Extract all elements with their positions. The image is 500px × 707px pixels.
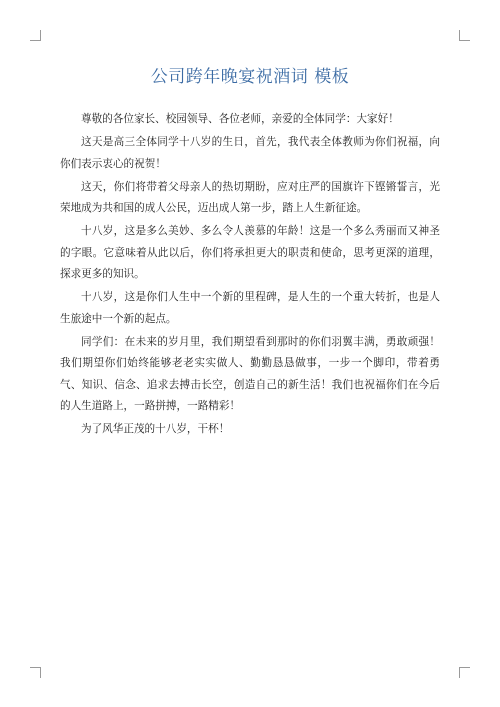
crop-mark-top-right	[459, 30, 470, 41]
paragraph-greeting: 尊敬的各位家长、校园领导、各位老师，亲爱的全体同学：大家好！	[81, 113, 399, 125]
crop-mark-bottom-left	[30, 667, 41, 678]
paragraph-toast: 为了风华正茂的十八岁，干杯！	[81, 423, 230, 435]
crop-mark-top-left	[30, 30, 41, 41]
document-body	[60, 109, 440, 442]
crop-mark-bottom-right	[459, 667, 470, 678]
document-title: 公司跨年晚宴祝酒词 模板	[150, 67, 350, 87]
paragraph-birthday: 这天是高三全体同学十八岁的生日，首先，我代表全体教师为你们祝福，向你们表示衷心的祝贺！	[60, 136, 440, 170]
paragraph-eighteen: 十八岁，这是多么美妙、多么令人羡慕的年龄！这是一个多么秀丽而又神圣的字眼。它意味着从此以后，你们将承担更大的职责和使命，思考更深的道理，探求更多的知识。	[60, 225, 440, 280]
paragraph-milestone: 十八岁，这是你们人生中一个新的里程碑，是人生的一个重大转折，也是人生旅途中一个新的起点。	[60, 291, 440, 325]
paragraph-future: 同学们：在未来的岁月里，我们期望看到那时的你们羽翼丰满，勇敢顽强！我们期望你们始终能够老老实实做人、勤勤恳恳做事，一步一个脚印，带着勇气、知识、信念、追求去搏击长空，创造自己的新生活！我们也祝福你们在今后的人生道路上，一路拼搏，一路精彩！	[60, 335, 440, 412]
paragraph-oath: 这天，你们将带着父母亲人的热切期盼，应对庄严的国旗许下铿锵誓言，光荣地成为共和国的成人公民，迈出成人第一步，踏上人生新征途。	[60, 180, 440, 214]
